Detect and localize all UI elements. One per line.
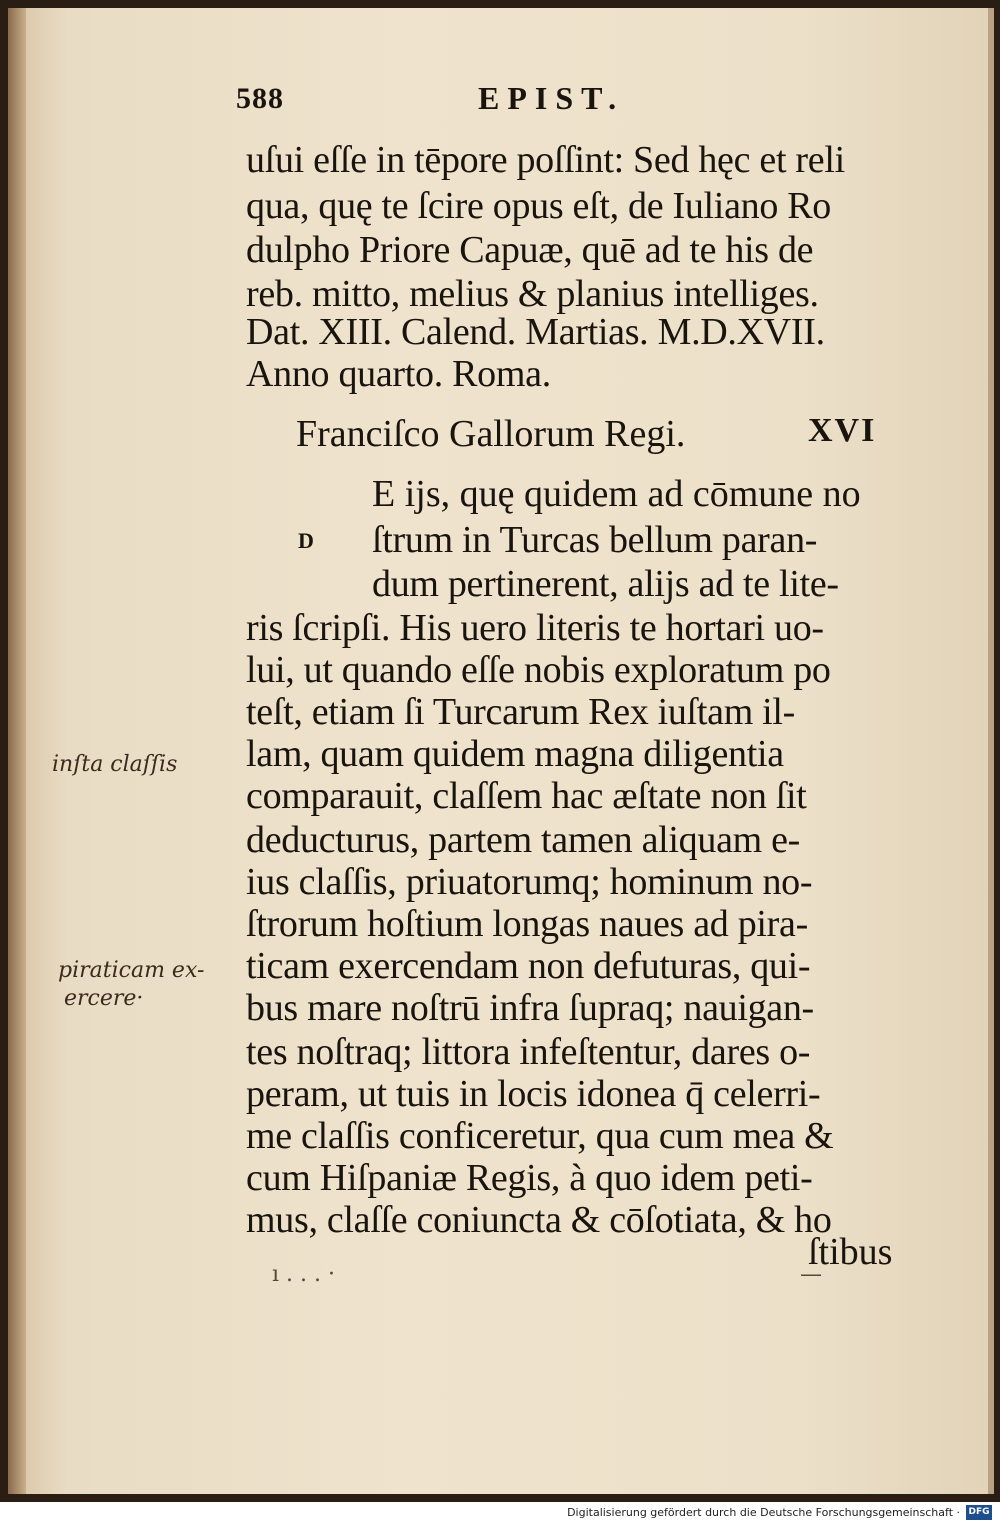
text-line: teſt, etiam ſi Turcarum Rex iuſtam il-	[246, 691, 796, 733]
marginal-note: piraticam ex-	[58, 958, 205, 983]
text-line: ſtrum in Turcas bellum paran-	[372, 519, 818, 561]
marginal-note: inſta claſſis	[52, 752, 178, 777]
dfg-logo: DFG	[966, 1505, 992, 1520]
text-line: dulpho Priore Capuæ, quē ad te his de	[246, 229, 814, 271]
text-line: bus mare noſtrū infra ſupraq; nauigan-	[246, 987, 814, 1029]
text-line: comparauit, claſſem hac æſtate non ſit	[246, 775, 807, 817]
text-line: ticam exercendam non defuturas, qui-	[246, 945, 811, 987]
dating-line: Anno quarto. Roma.	[246, 353, 551, 395]
text-line: peram, ut tuis in locis idonea q̄ celerri-	[246, 1073, 821, 1115]
page-number: 588	[236, 82, 284, 115]
text-line: cum Hiſpaniæ Regis, à quo idem peti-	[246, 1157, 813, 1199]
text-line: me claſſis conficeretur, qua cum mea &	[246, 1115, 834, 1157]
text-line: lui, ut quando eſſe nobis exploratum po	[246, 649, 831, 691]
footer-bar	[0, 1502, 1000, 1524]
text-line: mus, claſſe coniuncta & cōſotiata, & ho	[246, 1199, 832, 1241]
text-line: ius claſſis, priuatorumq; hominum no-	[246, 861, 813, 903]
text-line: uſui eſſe in tēpore poſſint: Sed hęc et reli	[246, 139, 845, 181]
text-line: deducturus, partem tamen aliquam e-	[246, 819, 801, 861]
text-line: dum pertinerent, alijs ad te lite-	[372, 563, 839, 605]
initial-letter: D	[298, 528, 314, 553]
text-line: ſtrorum hoſtium longas naues ad pira-	[246, 903, 808, 945]
ink-mark: —	[800, 1262, 822, 1287]
text-line: tes noſtraq; littora infeſtentur, dares o-	[246, 1031, 811, 1073]
catchword: ſtibus	[808, 1231, 893, 1273]
funding-credit: Digitalisierung gefördert durch die Deutsche Forschungsgemeinschaft ·	[567, 1506, 960, 1519]
body-first-line: E ijs, quę quidem ad cōmune no	[372, 473, 861, 515]
page-gutter	[8, 8, 26, 1494]
text-line: lam, quam quidem magna diligentia	[246, 733, 784, 775]
marginal-note: ercere·	[64, 986, 144, 1011]
text-line: qua, quę te ſcire opus eſt, de Iuliano Ro	[246, 185, 831, 227]
page-edge	[988, 8, 994, 1494]
text-line: reb. mitto, melius & planius intelliges.	[246, 273, 819, 315]
ink-mark: ı . . . ·	[272, 1262, 335, 1287]
letter-number: XVI	[808, 412, 877, 449]
dating-line: Dat. XIII. Calend. Martias. M.D.XVII.	[246, 311, 825, 353]
text-line: ris ſcripſi. His uero literis te hortari uo-	[246, 607, 824, 649]
letter-addressee: Franciſco Gallorum Regi.	[296, 413, 686, 455]
running-title: EPIST.	[478, 80, 625, 116]
